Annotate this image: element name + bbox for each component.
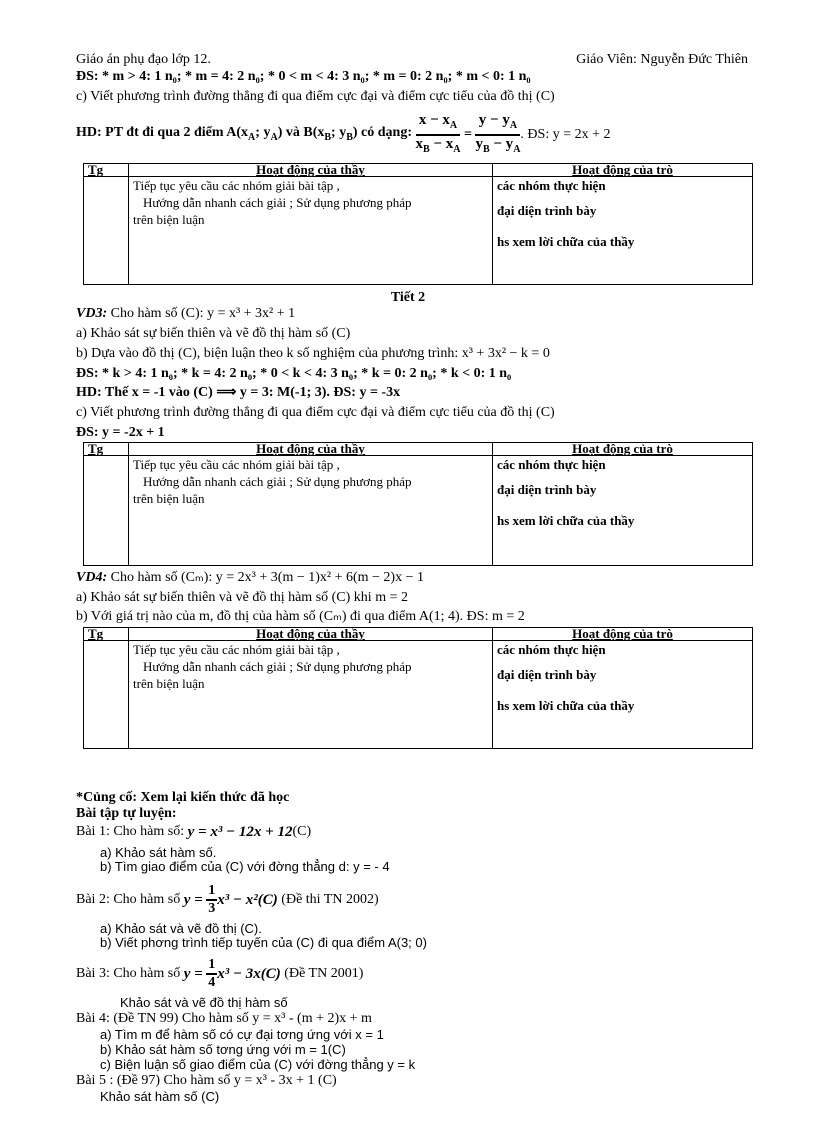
- ex1-a: a) Khảo sát hàm số.: [100, 845, 217, 860]
- col-time: Tg: [84, 628, 129, 641]
- hint-1-mid1: ; y: [255, 124, 271, 140]
- frac-x-num: x − x: [418, 112, 450, 128]
- ex4-a: a) Tìm m để hàm số có cự đại tơng ứng với x = 1: [100, 1027, 384, 1042]
- ex4-label: Bài 4: [76, 1011, 106, 1026]
- student-cell: [493, 456, 753, 566]
- student-line-3: hs xem lời chữa của thầy: [497, 513, 635, 528]
- hint-1-prefix: HD: PT đt đi qua 2 điểm A(x: [76, 124, 249, 140]
- teacher-cell: [129, 177, 493, 285]
- ex4-b: b) Khảo sát hàm số tơng ứng với m = 1(C): [100, 1042, 346, 1057]
- vd3-b: b) Dựa vào đồ thị (C), biện luận theo k số nghiệm của phương trình: x³ + 3x² − k = 0: [76, 346, 550, 361]
- time-cell: [84, 456, 129, 566]
- question-c-2: c) Viết phương trình đường thẳng đi qua điểm cực đại và điểm cực tiểu của đồ thị (C): [76, 405, 555, 420]
- ex2-formula-pre: y =: [183, 892, 203, 908]
- fraction-y: [475, 112, 520, 158]
- student-line-3: hs xem lời chữa của thầy: [497, 698, 635, 713]
- col-student: Hoạt động của trò: [493, 628, 753, 641]
- student-line-3: hs xem lời chữa của thầy: [497, 234, 635, 249]
- teacher-line-3: trên biện luận: [133, 491, 205, 506]
- consolidation: *Củng cố: Xem lại kiến thức đã học: [76, 790, 290, 805]
- section-tiet-2: Tiết 2: [390, 290, 426, 305]
- hint-1-sub-a: A: [248, 131, 256, 143]
- vd3-heading: [76, 306, 295, 322]
- ex3-label: Bài 3: [76, 966, 106, 981]
- hint-1-mid4: ) có dạng:: [352, 124, 412, 140]
- frac-y-num: y − y: [478, 112, 510, 128]
- teacher-line-1: Tiếp tục yêu cầu các nhóm giải bài tập ,: [133, 178, 340, 193]
- ex3-formula-post: x³ − 3x(C): [217, 966, 281, 982]
- ex3-frac-den: 4: [208, 975, 216, 990]
- student-line-2: đại diện trình bày: [497, 203, 597, 218]
- hint-1-end: . ĐS: y = 2x + 2: [520, 127, 611, 142]
- fraction-x: [416, 112, 461, 158]
- frac-y-den-sub1: B: [482, 144, 490, 155]
- ex2-label: Bài 2: [76, 892, 106, 907]
- exercise-3: [76, 954, 363, 994]
- exercise-4: [76, 1011, 372, 1027]
- ex2-tail: (Đề thi TN 2002): [281, 892, 379, 907]
- ex5-text: : (Đề 97) Cho hàm số y = x³ - 3x + 1 (C): [105, 1073, 337, 1088]
- answer-line-1: ĐS: * m > 4: 1 n₀; * m = 4: 2 n₀; * 0 < m < 4: 3 n₀; * m = 0: 2 n₀; * m < 0: 1 n₀: [76, 69, 531, 84]
- frac-y-den: y: [475, 136, 483, 152]
- vd3-label: VD3:: [76, 306, 108, 321]
- ex1-tail: (C): [292, 824, 312, 839]
- header-left: Giáo án phụ đạo lớp 12.: [76, 52, 211, 67]
- teacher-line-2: Hướng dẫn nhanh cách giải ; Sử dụng phương pháp: [143, 659, 412, 674]
- student-cell: [493, 641, 753, 749]
- teacher-line-3: trên biện luận: [133, 212, 205, 227]
- vd3-text: Cho hàm số (C): y = x³ + 3x² + 1: [107, 306, 296, 321]
- student-line-2: đại diện trình bày: [497, 482, 597, 497]
- student-line-1: các nhóm thực hiện: [497, 178, 606, 193]
- ex2-text: : Cho hàm số: [105, 892, 181, 907]
- ex4-text: : (Đề TN 99) Cho hàm số y = x³ - (m + 2)x + m: [105, 1011, 372, 1026]
- frac-x-den-sub1: B: [423, 144, 430, 155]
- activity-table-1: [83, 163, 753, 285]
- ex2-frac-den: 3: [208, 901, 216, 916]
- col-teacher: Hoạt động của thầy: [129, 628, 493, 641]
- teacher-cell: [129, 456, 493, 566]
- vd4-b: b) Với giá trị nào của m, đồ thị của hàm số (Cₘ) đi qua điểm A(1; 4). ĐS: m = 2: [76, 609, 525, 624]
- page-header: [76, 52, 748, 68]
- hint-1-mid3: ; y: [331, 124, 347, 140]
- answer-line-3: ĐS: y = -2x + 1: [76, 425, 165, 440]
- ex3-text: : Cho hàm số: [105, 966, 181, 981]
- student-line-2: đại diện trình bày: [497, 667, 597, 682]
- teacher-line-1: Tiếp tục yêu cầu các nhóm giải bài tập ,: [133, 457, 340, 472]
- frac-x-num-sub: A: [449, 120, 458, 131]
- ex2-fraction: [206, 883, 217, 917]
- teacher-line-2: Hướng dẫn nhanh cách giải ; Sử dụng phương pháp: [143, 195, 412, 210]
- teacher-line-1: Tiếp tục yêu cầu các nhóm giải bài tập ,: [133, 642, 340, 657]
- ex1-text: : Cho hàm số:: [105, 824, 185, 839]
- exercise-5: [76, 1073, 337, 1089]
- ex1-b: b) Tìm giao điểm của (C) với đờng thẳng d: y = - 4: [100, 859, 390, 874]
- ex2-a: a) Khảo sát và vẽ đồ thị (C).: [100, 921, 262, 936]
- ex3-a: Khảo sát và vẽ đồ thị hàm số: [120, 995, 288, 1010]
- ex2-formula-post: x³ − x²(C): [217, 892, 278, 908]
- col-student: Hoạt động của trò: [493, 443, 753, 456]
- ex3-formula-pre: y =: [183, 966, 203, 982]
- hint-1-sub-b: B: [324, 131, 332, 143]
- student-cell: [493, 177, 753, 285]
- ex3-fraction: [206, 957, 217, 991]
- ex3-frac-num: 1: [206, 957, 217, 975]
- col-time: Tg: [84, 164, 129, 177]
- hint-1-sub-b2: B: [346, 131, 353, 143]
- hint-1-sub-a2: A: [270, 131, 278, 143]
- answer-line-2: ĐS: * k > 4: 1 n₀; * k = 4: 2 n₀; * 0 < k < 4: 3 n₀; * k = 0: 2 n₀; * k < 0: 1 n₀: [76, 366, 512, 381]
- time-cell: [84, 641, 129, 749]
- ex2-frac-num: 1: [206, 883, 217, 901]
- ex4-c: c) Biện luận số giao điểm của (C) với đờng thẳng y = k: [100, 1057, 416, 1072]
- question-c-1: c) Viết phương trình đường thẳng đi qua điểm cực đại và điểm cực tiểu của đồ thị (C): [76, 89, 555, 104]
- vd4-label: VD4:: [76, 570, 108, 585]
- frac-y-num-sub: A: [509, 120, 518, 131]
- frac-x-den: x: [415, 136, 423, 152]
- hint-line-2: HD: Thế x = -1 vào (C) ⟹ y = 3: M(-1; 3). ĐS: y = -3x: [76, 385, 401, 400]
- activity-table-2: [83, 442, 753, 566]
- ex5-label: Bài 5: [76, 1073, 106, 1088]
- col-time: Tg: [84, 443, 129, 456]
- frac-y-den-sub2: A: [513, 144, 521, 155]
- frac-x-den-sub2: A: [453, 144, 461, 155]
- vd4-heading: [76, 570, 424, 586]
- exercise-2: [76, 880, 379, 920]
- hint-line-1: [76, 110, 611, 160]
- col-student: Hoạt động của trò: [493, 164, 753, 177]
- hint-1-mid2: ) và B(x: [277, 124, 325, 140]
- ex2-b: b) Viết phơng trình tiếp tuyến của (C) đi qua điểm A(3; 0): [100, 935, 427, 950]
- vd3-a: a) Khảo sát sự biến thiên và vẽ đồ thị hàm số (C): [76, 326, 351, 341]
- frac-y-den-mid: − y: [489, 136, 514, 152]
- exercise-1: [76, 824, 311, 840]
- frac-x-den-mid: − x: [429, 136, 454, 152]
- vd4-text: Cho hàm số (Cₘ): y = 2x³ + 3(m − 1)x² + 6(m − 2)x − 1: [107, 570, 424, 585]
- ex1-formula: y = x³ − 12x + 12: [187, 824, 293, 840]
- teacher-cell: [129, 641, 493, 749]
- col-teacher: Hoạt động của thầy: [129, 164, 493, 177]
- equals-sign: =: [463, 127, 472, 142]
- time-cell: [84, 177, 129, 285]
- ex5-a: Khảo sát hàm số (C): [100, 1089, 220, 1104]
- vd4-a: a) Khảo sát sự biến thiên và vẽ đồ thị hàm số (C) khi m = 2: [76, 590, 408, 605]
- teacher-line-3: trên biện luận: [133, 676, 205, 691]
- student-line-1: các nhóm thực hiện: [497, 457, 606, 472]
- col-teacher: Hoạt động của thầy: [129, 443, 493, 456]
- ex1-label: Bài 1: [76, 824, 106, 839]
- student-line-1: các nhóm thực hiện: [497, 642, 606, 657]
- ex3-tail: (Đề TN 2001): [284, 966, 364, 981]
- activity-table-3: [83, 627, 753, 749]
- header-right: Giáo Viên: Nguyễn Đức Thiên: [576, 52, 748, 67]
- teacher-line-2: Hướng dẫn nhanh cách giải ; Sử dụng phương pháp: [143, 474, 412, 489]
- self-practice-heading: Bài tập tự luyện:: [76, 806, 177, 821]
